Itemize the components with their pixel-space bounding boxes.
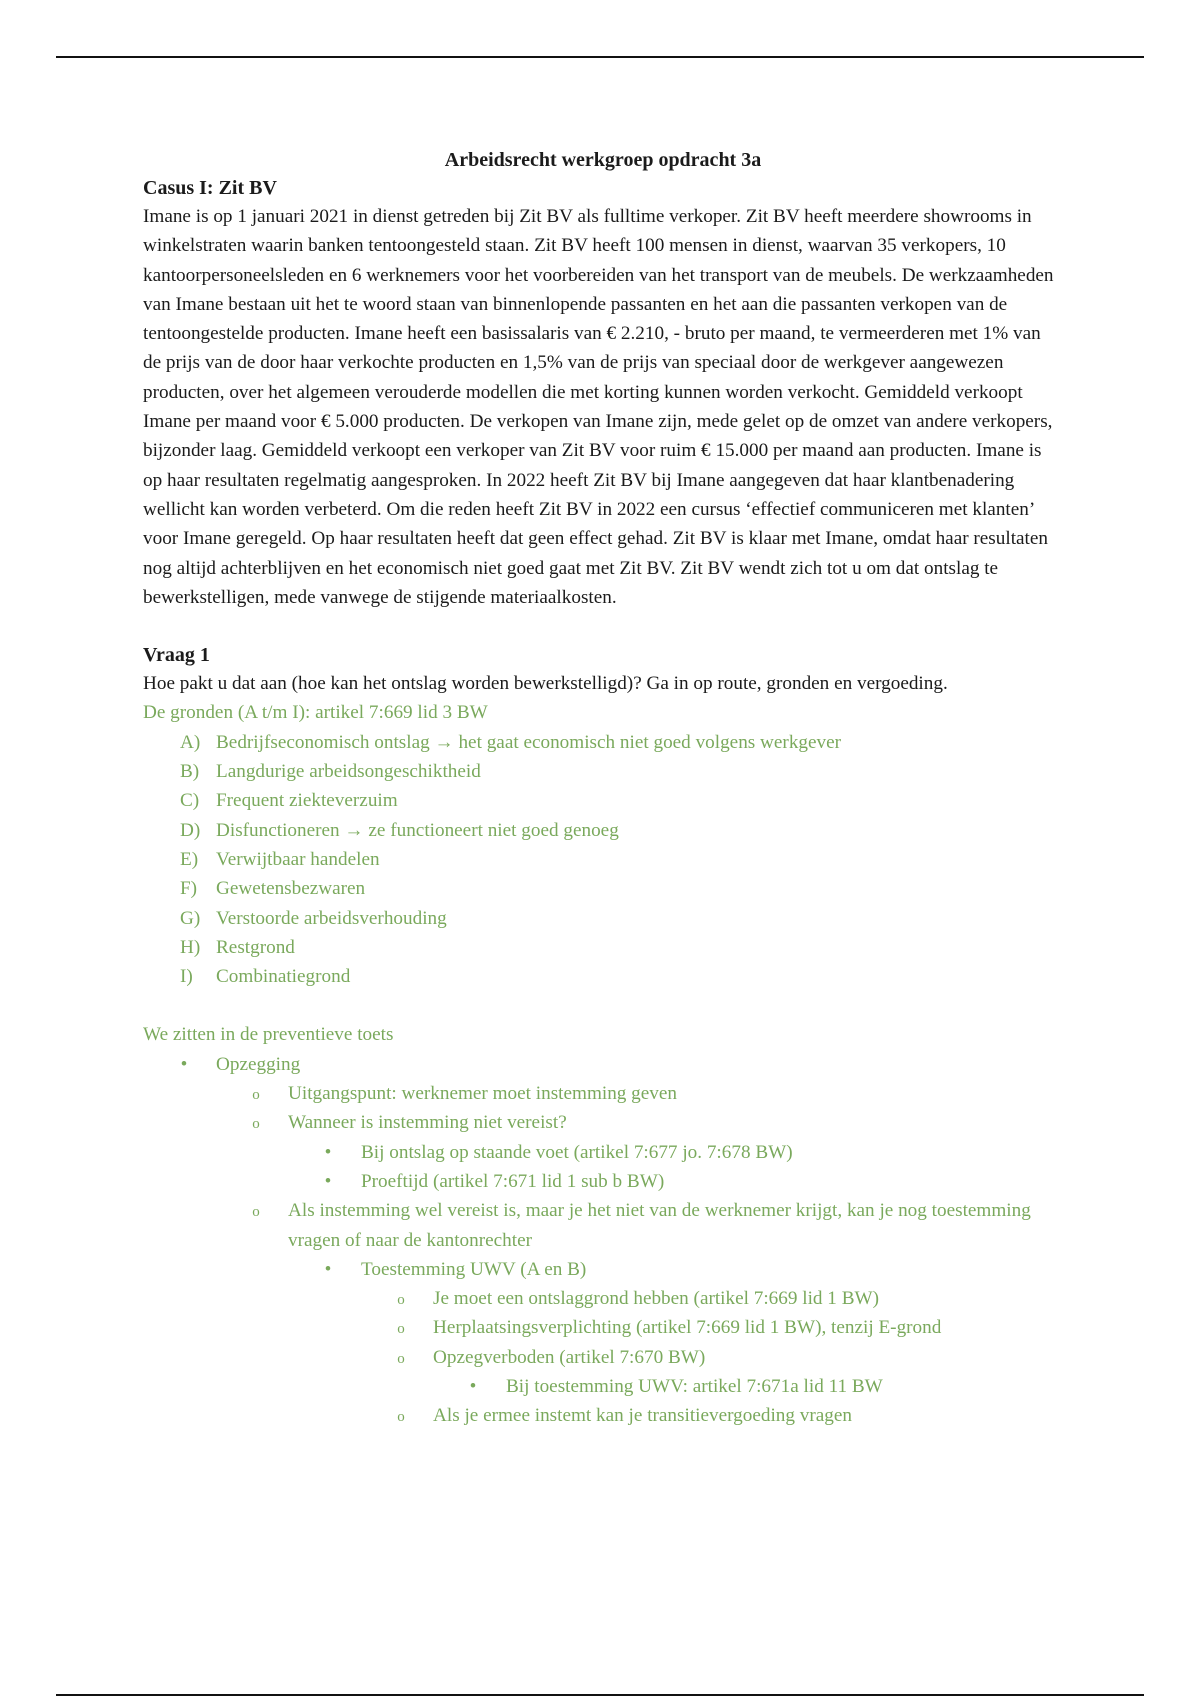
bullet-circle-icon bbox=[396, 1284, 406, 1315]
question-text: Hoe pakt u dat aan (hoe kan het ontslag worden bewerkstelligd)? Ga in op route, gronden en vergoeding. bbox=[143, 673, 948, 695]
outline-text: Toestemming UWV (A en B) bbox=[361, 1258, 587, 1280]
outline-text: Als je ermee instemt kan je transitievergoeding vragen bbox=[433, 1405, 852, 1427]
ground-item-a bbox=[143, 728, 1063, 757]
bullet-dot-icon bbox=[468, 1372, 478, 1401]
case-heading: Casus I: Zit BV bbox=[143, 177, 277, 199]
outline-text: Je moet een ontslaggrond hebben (artikel 7:669 lid 1 BW) bbox=[433, 1288, 879, 1310]
document-title: Arbeidsrecht werkgroep opdracht 3a bbox=[444, 149, 762, 171]
ground-item-b bbox=[143, 757, 1063, 786]
ground-marker: C) bbox=[180, 790, 200, 812]
outline-item bbox=[143, 1196, 1063, 1255]
question-heading: Vraag 1 bbox=[143, 644, 210, 667]
outline-text: Bij ontslag op staande voet (artikel 7:677 jo. 7:678 BW) bbox=[361, 1141, 793, 1163]
bullet-circle-icon bbox=[396, 1401, 406, 1432]
ground-text: Combinatiegrond bbox=[216, 966, 351, 988]
outline-list bbox=[143, 1050, 1063, 1431]
ground-item-d bbox=[143, 816, 1063, 845]
ground-text: Verstoorde arbeidsverhouding bbox=[216, 907, 447, 929]
grounds-intro: De gronden (A t/m I): artikel 7:669 lid 3 BW bbox=[143, 702, 488, 724]
bullet-dot-icon bbox=[323, 1255, 333, 1284]
bullet-circle-icon bbox=[251, 1108, 261, 1139]
ground-text: Gewetensbezwaren bbox=[216, 878, 366, 900]
ground-text: Disfunctioneren → ze functioneert niet goed genoeg bbox=[216, 819, 619, 841]
ground-marker: E) bbox=[180, 848, 199, 870]
ground-marker: B) bbox=[180, 761, 200, 783]
bullet-circle-icon bbox=[251, 1196, 261, 1227]
outline-item bbox=[143, 1372, 1063, 1401]
outline-item bbox=[143, 1167, 1063, 1196]
outline-item bbox=[143, 1079, 1063, 1108]
spacer bbox=[143, 991, 1063, 1020]
outline-text: Uitgangspunt: werknemer moet instemming geven bbox=[288, 1083, 677, 1105]
ground-item-h bbox=[143, 933, 1063, 962]
preventive-intro: We zitten in de preventieve toets bbox=[143, 1024, 394, 1046]
outline-item bbox=[143, 1255, 1063, 1284]
case-text: Imane is op 1 januari 2021 in dienst getreden bij Zit BV als fulltime verkoper. Zit BV heeft meerdere showrooms in winkelstraten waarin banken tentoongesteld staan. Zit BV heeft 100 mensen in dienst, waarvan 35 verkopers, 10 kantoorpersoneelsleden en 6 werknemers voor het voorbereiden van het transport van de meubels. De werkzaamheden van Imane bestaan uit het te woord staan van binnenlopende passanten en het aan die passanten verkopen van de tentoongestelde producten. Imane heeft een basissalaris van € 2.210, - bruto per maand, te vermeerderen met 1% van de prijs van de door haar verkochte producten en 1,5% van de prijs van speciaal door de werkgever aangewezen producten, over het algemeen verouderde modellen die met korting kunnen worden verkocht. Gemiddeld verkoopt Imane per maand voor € 5.000 producten. De verkopen van Imane zijn, mede gelet op de omzet van andere verkopers, bijzonder laag. Gemiddeld verkoopt een verkoper van Zit BV voor ruim € 15.000 per maand aan producten. Imane is op haar resultaten regelmatig aangesproken. In 2022 heeft Zit BV bij Imane aangegeven dat haar klantbenadering wellicht kan worden verbeterd. Om die reden heeft Zit BV in 2022 een cursus ‘effectief communiceren met klanten’ voor Imane geregeld. Op haar resultaten heeft dat geen effect gehad. Zit BV is klaar met Imane, omdat haar resultaten nog altijd achterblijven en het economisch niet goed gaat met Zit BV. Zit BV wendt zich tot u om dat ontslag te bewerkstelligen, mede vanwege de stijgende materiaalkosten. bbox=[143, 206, 1054, 608]
ground-item-c bbox=[143, 786, 1063, 815]
outline-text: Opzegverboden (artikel 7:670 BW) bbox=[433, 1346, 706, 1368]
ground-text: Restgrond bbox=[216, 936, 295, 958]
ground-item-e bbox=[143, 845, 1063, 874]
ground-item-g bbox=[143, 904, 1063, 933]
outline-item bbox=[143, 1050, 1063, 1079]
outline-text: Proeftijd (artikel 7:671 lid 1 sub b BW) bbox=[361, 1170, 665, 1192]
top-rule bbox=[56, 56, 1144, 58]
outline-text: Opzegging bbox=[216, 1053, 301, 1075]
bullet-circle-icon bbox=[396, 1343, 406, 1374]
spacer bbox=[143, 612, 1063, 641]
ground-text: Verwijtbaar handelen bbox=[216, 848, 380, 870]
outline-text: Herplaatsingsverplichting (artikel 7:669 lid 1 BW), tenzij E-grond bbox=[433, 1317, 942, 1339]
ground-text: Frequent ziekteverzuim bbox=[216, 790, 398, 812]
ground-item-i bbox=[143, 962, 1063, 991]
ground-marker: D) bbox=[180, 819, 201, 841]
ground-marker: H) bbox=[180, 936, 201, 958]
bullet-dot-icon bbox=[179, 1050, 189, 1079]
outline-item bbox=[143, 1284, 1063, 1313]
outline-text: Als instemming wel vereist is, maar je het niet van de werknemer krijgt, kan je nog toestemming vragen of naar de kantonrechter bbox=[288, 1200, 1031, 1251]
bullet-circle-icon bbox=[251, 1079, 261, 1110]
document-body bbox=[143, 140, 1063, 1431]
bullet-dot-icon bbox=[323, 1138, 333, 1167]
bullet-dot-icon bbox=[323, 1167, 333, 1196]
ground-item-f bbox=[143, 874, 1063, 903]
ground-text: Bedrijfseconomisch ontslag → het gaat economisch niet goed volgens werkgever bbox=[216, 731, 842, 753]
outline-item bbox=[143, 1108, 1063, 1137]
ground-marker: G) bbox=[180, 907, 201, 929]
ground-marker: A) bbox=[180, 731, 201, 753]
bottom-rule bbox=[56, 1694, 1144, 1696]
grounds-list bbox=[143, 728, 1063, 992]
bullet-circle-icon bbox=[396, 1313, 406, 1344]
ground-marker: I) bbox=[180, 966, 193, 988]
outline-text: Bij toestemming UWV: artikel 7:671a lid 11 BW bbox=[506, 1375, 883, 1397]
ground-marker: F) bbox=[180, 878, 198, 900]
outline-item bbox=[143, 1343, 1063, 1372]
outline-item bbox=[143, 1401, 1063, 1430]
outline-item bbox=[143, 1313, 1063, 1342]
outline-item bbox=[143, 1138, 1063, 1167]
outline-text: Wanneer is instemming niet vereist? bbox=[288, 1112, 567, 1134]
ground-text: Langdurige arbeidsongeschiktheid bbox=[216, 761, 481, 783]
